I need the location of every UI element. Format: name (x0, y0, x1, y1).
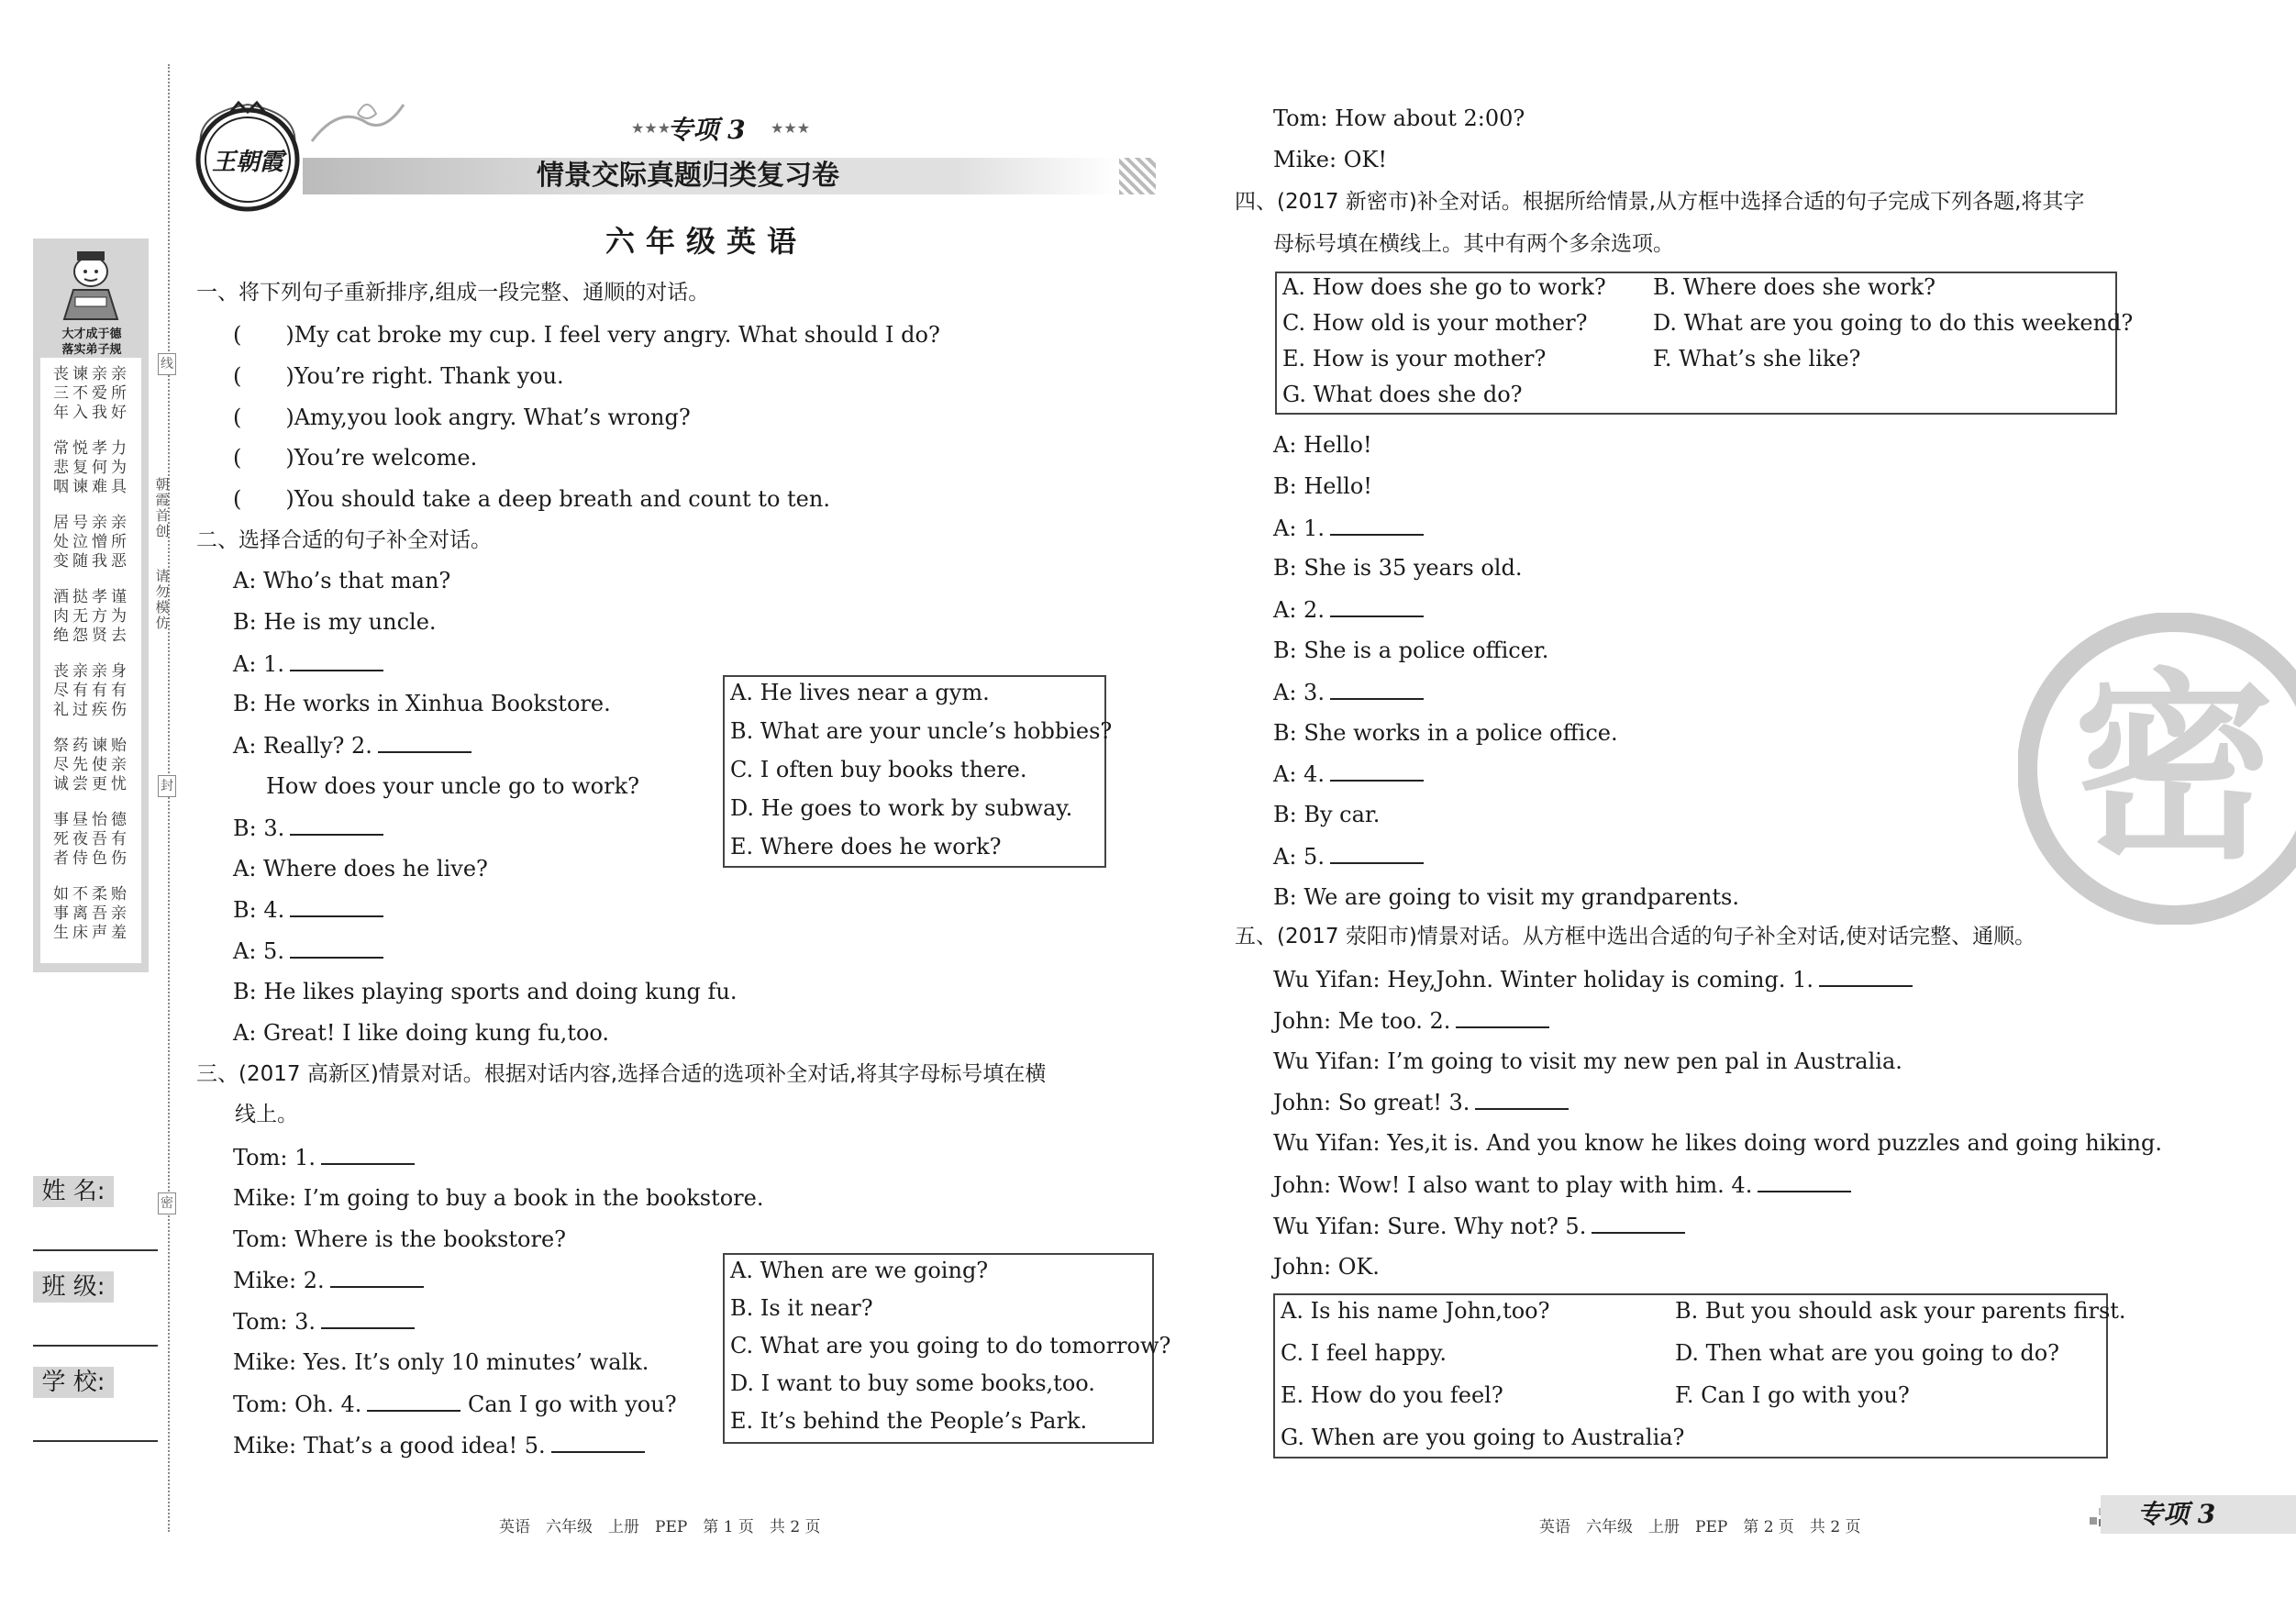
option-item: B. Where does she work? (1653, 274, 1936, 300)
reorder-item: ( )My cat broke my cup. I feel very angry. What should I do? (233, 322, 940, 348)
ribbon-decoration (303, 95, 413, 150)
poem-row: 礼过疾伤 (53, 701, 130, 719)
dialogue-line (233, 1431, 645, 1459)
line-text: B: By car. (1273, 802, 1381, 828)
dialogue-line (1273, 1129, 2162, 1157)
reorder-item: ( )You’re welcome. (233, 445, 478, 471)
watermark-seal (2018, 613, 2296, 925)
line-text: A: Really? 2. (233, 733, 372, 760)
cut-mark-seal: 封 (158, 775, 176, 797)
section4-options-box (1275, 272, 2134, 415)
class-label: 班 级: (33, 1271, 114, 1303)
answer-blank[interactable] (1330, 842, 1424, 864)
dialogue-line (233, 1390, 677, 1418)
dialogue-line (1273, 472, 1372, 500)
section4-heading-2: 母标号填在横线上。其中有两个多余选项。 (1273, 232, 1674, 256)
option-item: C. How old is your mother? (1282, 310, 1588, 336)
dialogue-line (1273, 146, 1387, 173)
answer-blank[interactable] (1330, 760, 1424, 782)
option-item: A. How does she go to work? (1282, 274, 1606, 300)
option-item: B. What are your uncle’s hobbies? (730, 718, 1113, 744)
poem-row: 悲复何为 (53, 459, 130, 477)
section3-heading-2: 线上。 (235, 1103, 298, 1126)
dialogue-line (1273, 1212, 1685, 1240)
section4-heading-1: 四、(2017 新密市)补全对话。根据所给情景,从方框中选择合适的句子完成下列各题,将其字 (1235, 190, 2085, 214)
poem-row: 酒挞孝谨 (53, 588, 130, 606)
line-text: B: She is a police officer. (1273, 638, 1549, 663)
answer-blank[interactable] (290, 814, 383, 836)
dialogue-line (233, 895, 383, 924)
motto-line-2: 落实弟子规 (61, 343, 122, 357)
line-text: B: She is 35 years old. (1273, 555, 1523, 582)
line-text: A: 5. (1273, 844, 1325, 870)
dialogue-line (233, 731, 471, 760)
option-item: B. But you should ask your parents first. (1675, 1298, 2126, 1324)
dotted-pattern (1119, 158, 1156, 194)
dialogue-line (1273, 965, 1913, 993)
poem-row: 者侍色伤 (53, 849, 130, 868)
line-text: Mike: OK! (1273, 146, 1387, 172)
dialogue-line (233, 567, 450, 594)
option-item: D. I want to buy some books,too. (730, 1370, 1095, 1396)
line-text: Tom: How about 2:00? (1273, 105, 1525, 131)
class-field[interactable] (33, 1345, 158, 1347)
motto-line-1: 大才成于德 (61, 327, 122, 341)
line-text: Mike: 2. (233, 1268, 325, 1294)
dialogue-line (1273, 431, 1372, 459)
dialogue-line (233, 1184, 763, 1212)
option-item: F. What’s she like? (1653, 346, 1861, 372)
section5-options-box (1273, 1293, 2126, 1458)
answer-blank[interactable] (1819, 965, 1913, 987)
poem-row: 变随我恶 (53, 552, 130, 571)
option-item: G. When are you going to Australia? (1281, 1425, 1685, 1450)
series-label: 专项 3 (667, 115, 746, 145)
line-text: A: Great! I like doing kung fu,too. (233, 1019, 610, 1046)
line-text: Wu Yifan: I’m going to visit my new pen pal in Australia. (1273, 1048, 1902, 1074)
answer-blank[interactable] (1330, 514, 1424, 536)
answer-blank[interactable] (1330, 678, 1424, 700)
poem-row: 丧谏亲亲 (53, 365, 130, 383)
dialogue-line (1273, 514, 1424, 542)
dialogue-line (1273, 760, 1424, 788)
section1-heading: 一、将下列句子重新排序,组成一段完整、通顺的对话。 (196, 281, 710, 305)
dialogue-line (1273, 637, 1548, 664)
line-text: B: He likes playing sports and doing kung fu. (233, 979, 738, 1004)
corner-tag: 专项 3 (2101, 1495, 2296, 1534)
dialogue-line (1273, 1088, 1569, 1116)
dialogue-line (233, 855, 488, 882)
option-item: D. What are you going to do this weekend? (1653, 310, 2134, 336)
dialogue-line (233, 978, 738, 1005)
footer-left: 英语 六年级 上册 PEP 第 1 页 共 2 页 (499, 1518, 821, 1536)
option-item: E. It’s behind the People’s Park. (730, 1408, 1088, 1434)
vertical-note-2: 请勿模仿 (155, 568, 170, 631)
answer-blank[interactable] (1475, 1088, 1569, 1110)
dialogue-line (1273, 883, 1739, 911)
dialogue-line (1273, 801, 1380, 828)
line-text: A: 1. (233, 650, 284, 677)
answer-blank[interactable] (1592, 1212, 1685, 1234)
answer-blank[interactable] (330, 1266, 424, 1288)
dialogue-line (1273, 1253, 1380, 1281)
footer-right: 英语 六年级 上册 PEP 第 2 页 共 2 页 (1539, 1518, 1861, 1536)
line-text: B: 3. (233, 815, 285, 841)
poem-row: 肉无方为 (53, 607, 130, 626)
poem-row: 绝怨贤去 (53, 627, 130, 645)
answer-blank[interactable] (1758, 1170, 1851, 1192)
answer-blank[interactable] (367, 1390, 460, 1412)
poem-row: 事离吾亲 (53, 904, 130, 923)
subject-title: 六年级英语 (605, 224, 807, 259)
line-text: A: Where does he live? (233, 855, 488, 882)
line-text: B: He works in Xinhua Bookstore. (233, 691, 611, 717)
answer-blank[interactable] (551, 1431, 645, 1453)
line-text: A: 2. (1273, 597, 1325, 624)
section2-options-box (723, 675, 1113, 868)
sidebar-panel (33, 238, 149, 972)
line-text: Mike: That’s a good idea! 5. (233, 1432, 546, 1458)
option-item: D. He goes to work by subway. (730, 795, 1073, 821)
poem-panel (40, 358, 141, 963)
dialogue-line (233, 1225, 566, 1253)
line-text: Tom: Where is the bookstore? (233, 1225, 567, 1252)
dialogue-line (233, 649, 383, 678)
poem-row: 三不爱所 (53, 384, 130, 403)
option-item: G. What does she do? (1282, 382, 1523, 407)
section3-heading-1: 三、(2017 高新区)情景对话。根据对话内容,选择合适的选项补全对话,将其字母标号填在横 (196, 1062, 1047, 1086)
dialogue-line (266, 772, 639, 800)
line-text: Tom: 1. (233, 1145, 316, 1170)
answer-blank[interactable] (321, 1307, 415, 1329)
line-text: A: 5. (233, 938, 284, 965)
dialogue-line (1273, 554, 1522, 582)
dialogue-line (1273, 719, 1618, 747)
name-label: 姓 名: (33, 1176, 114, 1207)
line-text: B: Hello! (1273, 472, 1372, 499)
line-text: A: 1. (1273, 515, 1325, 541)
line-text: John: Me too. 2. (1273, 1007, 1451, 1034)
answer-blank[interactable] (321, 1143, 415, 1165)
option-item: A. Is his name John,too? (1281, 1298, 1550, 1324)
poem-row: 诚尝更忧 (53, 775, 130, 793)
poem-row: 年入我好 (53, 404, 130, 422)
reorder-item: ( )You’re right. Thank you. (233, 362, 564, 389)
cut-mark-secret: 密 (158, 1192, 176, 1214)
dialogue-line (1273, 1006, 1549, 1035)
option-item: E. How is your mother? (1282, 346, 1547, 372)
watermark-char: 密 (2072, 651, 2275, 886)
brand-logo-text: 王朝霞 (211, 149, 283, 176)
cartoon-scholar-icon (57, 246, 125, 323)
poem-row: 居号亲亲 (53, 514, 130, 532)
reorder-item: ( )Amy,you look angry. What’s wrong? (233, 404, 691, 430)
title-stars-right-icon: ★★★ (771, 119, 811, 137)
section2-heading: 二、选择合适的句子补全对话。 (196, 528, 492, 552)
line-text: How does your uncle go to work? (266, 773, 639, 799)
line-text: B: He is my uncle. (233, 608, 437, 635)
answer-blank[interactable] (290, 895, 383, 917)
school-label: 学 校: (33, 1367, 114, 1398)
dialogue-line (233, 937, 383, 965)
dialogue-line (233, 1348, 649, 1376)
page-title: 情景交际真题归类复习卷 (537, 160, 839, 192)
poem-row: 常悦孝力 (53, 439, 130, 458)
poem-row: 丧亲亲身 (53, 662, 130, 681)
section5-heading: 五、(2017 荥阳市)情景对话。从方框中选出合适的句子补全对话,使对话完整、通顺。 (1235, 925, 2036, 948)
dialogue-line (233, 690, 611, 717)
poem-row: 如不柔贻 (53, 885, 130, 904)
answer-blank[interactable] (290, 937, 383, 959)
option-item: C. I often buy books there. (730, 757, 1027, 782)
dialogue-line (1273, 1048, 1902, 1075)
poem-row: 事昼怡德 (53, 811, 130, 829)
brand-logo (183, 95, 312, 216)
poem-row: 处泣憎所 (53, 533, 130, 551)
poem-row: 尽先使亲 (53, 756, 130, 774)
dialogue-line (233, 1019, 609, 1047)
dialogue-line (1273, 105, 1525, 132)
line-text: B: We are going to visit my grandparents. (1273, 883, 1739, 910)
name-field[interactable] (33, 1249, 158, 1251)
line-text: B: 4. (233, 897, 285, 924)
dialogue-line (233, 814, 383, 842)
line-text: A: Who’s that man? (233, 568, 451, 593)
dialogue-line (1273, 842, 1424, 871)
line-text: A: 3. (1273, 679, 1325, 705)
dialogue-line (233, 608, 437, 636)
reorder-item: ( )You should take a deep breath and count to ten. (233, 486, 830, 513)
cut-mark-line: 线 (158, 353, 176, 375)
vertical-note-1: 朝霞首创 (155, 476, 170, 539)
answer-blank[interactable] (378, 731, 471, 753)
option-item: F. Can I go with you? (1675, 1382, 1910, 1408)
line-text: B: She works in a police office. (1273, 719, 1618, 746)
line-text: Wu Yifan: Hey,John. Winter holiday is coming. 1. (1273, 967, 1814, 993)
option-item: C. What are you going to do tomorrow? (730, 1333, 1171, 1359)
answer-blank[interactable] (290, 649, 383, 671)
dialogue-line (1273, 1170, 1851, 1199)
poem-row: 祭药谏贻 (53, 737, 130, 755)
line-text: A: 4. (1273, 761, 1325, 788)
section3-options-box (723, 1253, 1171, 1444)
option-item: D. Then what are you going to do? (1675, 1340, 2060, 1366)
title-stars-left-icon: ★★★ (631, 119, 671, 137)
dialogue-line (1273, 678, 1424, 706)
dialogue-line (233, 1143, 415, 1171)
line-text: Mike: I’m going to buy a book in the bookstore. (233, 1184, 764, 1211)
dialogue-line (233, 1307, 415, 1336)
option-item: C. I feel happy. (1281, 1340, 1447, 1366)
school-field[interactable] (33, 1440, 158, 1442)
line-text: John: OK. (1273, 1253, 1380, 1280)
dialogue-line (233, 1266, 424, 1294)
line-text: Wu Yifan: Sure. Why not? 5. (1273, 1213, 1587, 1239)
answer-blank[interactable] (1330, 595, 1424, 617)
poem-row: 死夜吾有 (53, 830, 130, 848)
line-text: Mike: Yes. It’s only 10 minutes’ walk. (233, 1349, 649, 1375)
answer-blank[interactable] (1456, 1006, 1549, 1028)
line-text: John: Wow! I also want to play with him. 4. (1273, 1172, 1753, 1198)
poem-row: 咽谏难具 (53, 478, 130, 496)
sidebar-motto (44, 327, 139, 358)
line-text: Tom: 3. (233, 1309, 316, 1336)
poem-row: 尽有有有 (53, 682, 130, 700)
option-item: B. Is it near? (730, 1295, 873, 1321)
line-text-after: Can I go with you? (460, 1391, 677, 1417)
line-text: John: So great! 3. (1273, 1090, 1470, 1116)
dialogue-line (1273, 595, 1424, 624)
poem-row: 生床声羞 (53, 924, 130, 942)
line-text: Wu Yifan: Yes,it is. And you know he likes doing word puzzles and going hiking. (1273, 1130, 2162, 1157)
line-text: Tom: Oh. 4. (233, 1391, 362, 1417)
option-item: E. Where does he work? (730, 834, 1002, 859)
line-text: A: Hello! (1273, 432, 1372, 458)
option-item: E. How do you feel? (1281, 1382, 1503, 1408)
option-item: A. When are we going? (730, 1258, 989, 1283)
fold-line (168, 64, 170, 1532)
option-item: A. He lives near a gym. (730, 680, 990, 705)
